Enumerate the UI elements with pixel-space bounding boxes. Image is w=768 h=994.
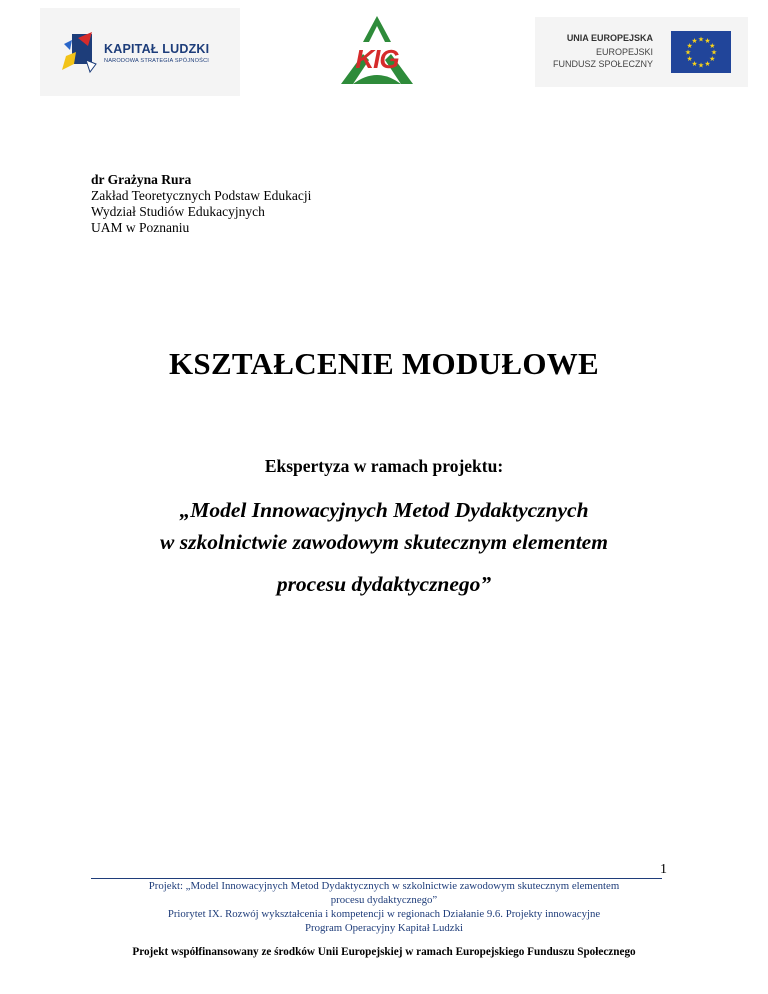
eu-star-icon: ★ [697, 61, 705, 70]
eu-star-icon: ★ [710, 48, 718, 57]
eu-star-icon: ★ [704, 59, 711, 68]
footer-divider [91, 878, 662, 879]
author-block [91, 172, 311, 236]
document-subtitle: Ekspertyza w ramach projektu: [264, 456, 504, 476]
kapital-ludzki-title: KAPITAŁ LUDZKI [104, 42, 210, 56]
eu-star-icon: ★ [709, 42, 716, 50]
footer-line-4: Program Operacyjny Kapitał Ludzki [304, 922, 463, 934]
eu-efs-logo [535, 17, 748, 87]
author-faculty: Wydział Studiów Edukacyjnych [91, 204, 265, 219]
eu-star-icon: ★ [704, 37, 711, 46]
eu-star-icon: ★ [691, 59, 698, 68]
eu-line-2: EUROPEJSKI [595, 47, 653, 57]
kapital-ludzki-subtitle: NARODOWA STRATEGIA SPÓJNOŚCI [104, 58, 210, 64]
eu-star-icon: ★ [691, 37, 698, 46]
eu-line-3: FUNDUSZ SPOŁECZNY [552, 59, 653, 69]
project-title-line-1: „Model Innowacyjnych Metod Dydaktycznych [179, 498, 589, 522]
kig-wordmark: KIG [355, 44, 399, 74]
footer-line-3: Priorytet IX. Rozwój wykształcenia i kompetencji w regionach Działanie 9.6. Projekty innowacyjne [167, 908, 601, 920]
project-title-line-3: procesu dydaktycznego” [276, 572, 492, 596]
eu-star-icon: ★ [686, 55, 693, 63]
eu-star-icon: ★ [709, 55, 716, 63]
kig-logo [333, 14, 421, 86]
footer-line-1: Projekt: „Model Innowacyjnych Metod Dydaktycznych w szkolnictwie zawodowym skutecznym elementem [148, 880, 620, 892]
kapital-ludzki-emblem-icon [62, 30, 100, 74]
document-title: KSZTAŁCENIE MODUŁOWE [168, 346, 600, 381]
author-university: UAM w Poznaniu [91, 220, 190, 235]
eu-star-icon: ★ [684, 48, 692, 57]
eu-line-1: UNIA EUROPEJSKA [566, 33, 653, 43]
footer-line-2: procesu dydaktycznego” [330, 894, 438, 906]
page-number: 1 [660, 862, 667, 877]
kapital-ludzki-logo [40, 8, 240, 96]
author-department: Zakład Teoretycznych Podstaw Edukacji [91, 188, 312, 203]
eu-star-icon: ★ [697, 35, 705, 44]
footer-cofinancing-note: Projekt współfinansowany ze środków Unii Europejskiej w ramach Europejskiego Funduszu Społecznego [132, 946, 636, 958]
eu-flag-icon [671, 31, 731, 73]
eu-star-icon: ★ [686, 42, 693, 50]
project-title-line-2: w szkolnictwie zawodowym skutecznym elementem [160, 530, 608, 554]
author-name: dr Grażyna Rura [91, 172, 192, 187]
